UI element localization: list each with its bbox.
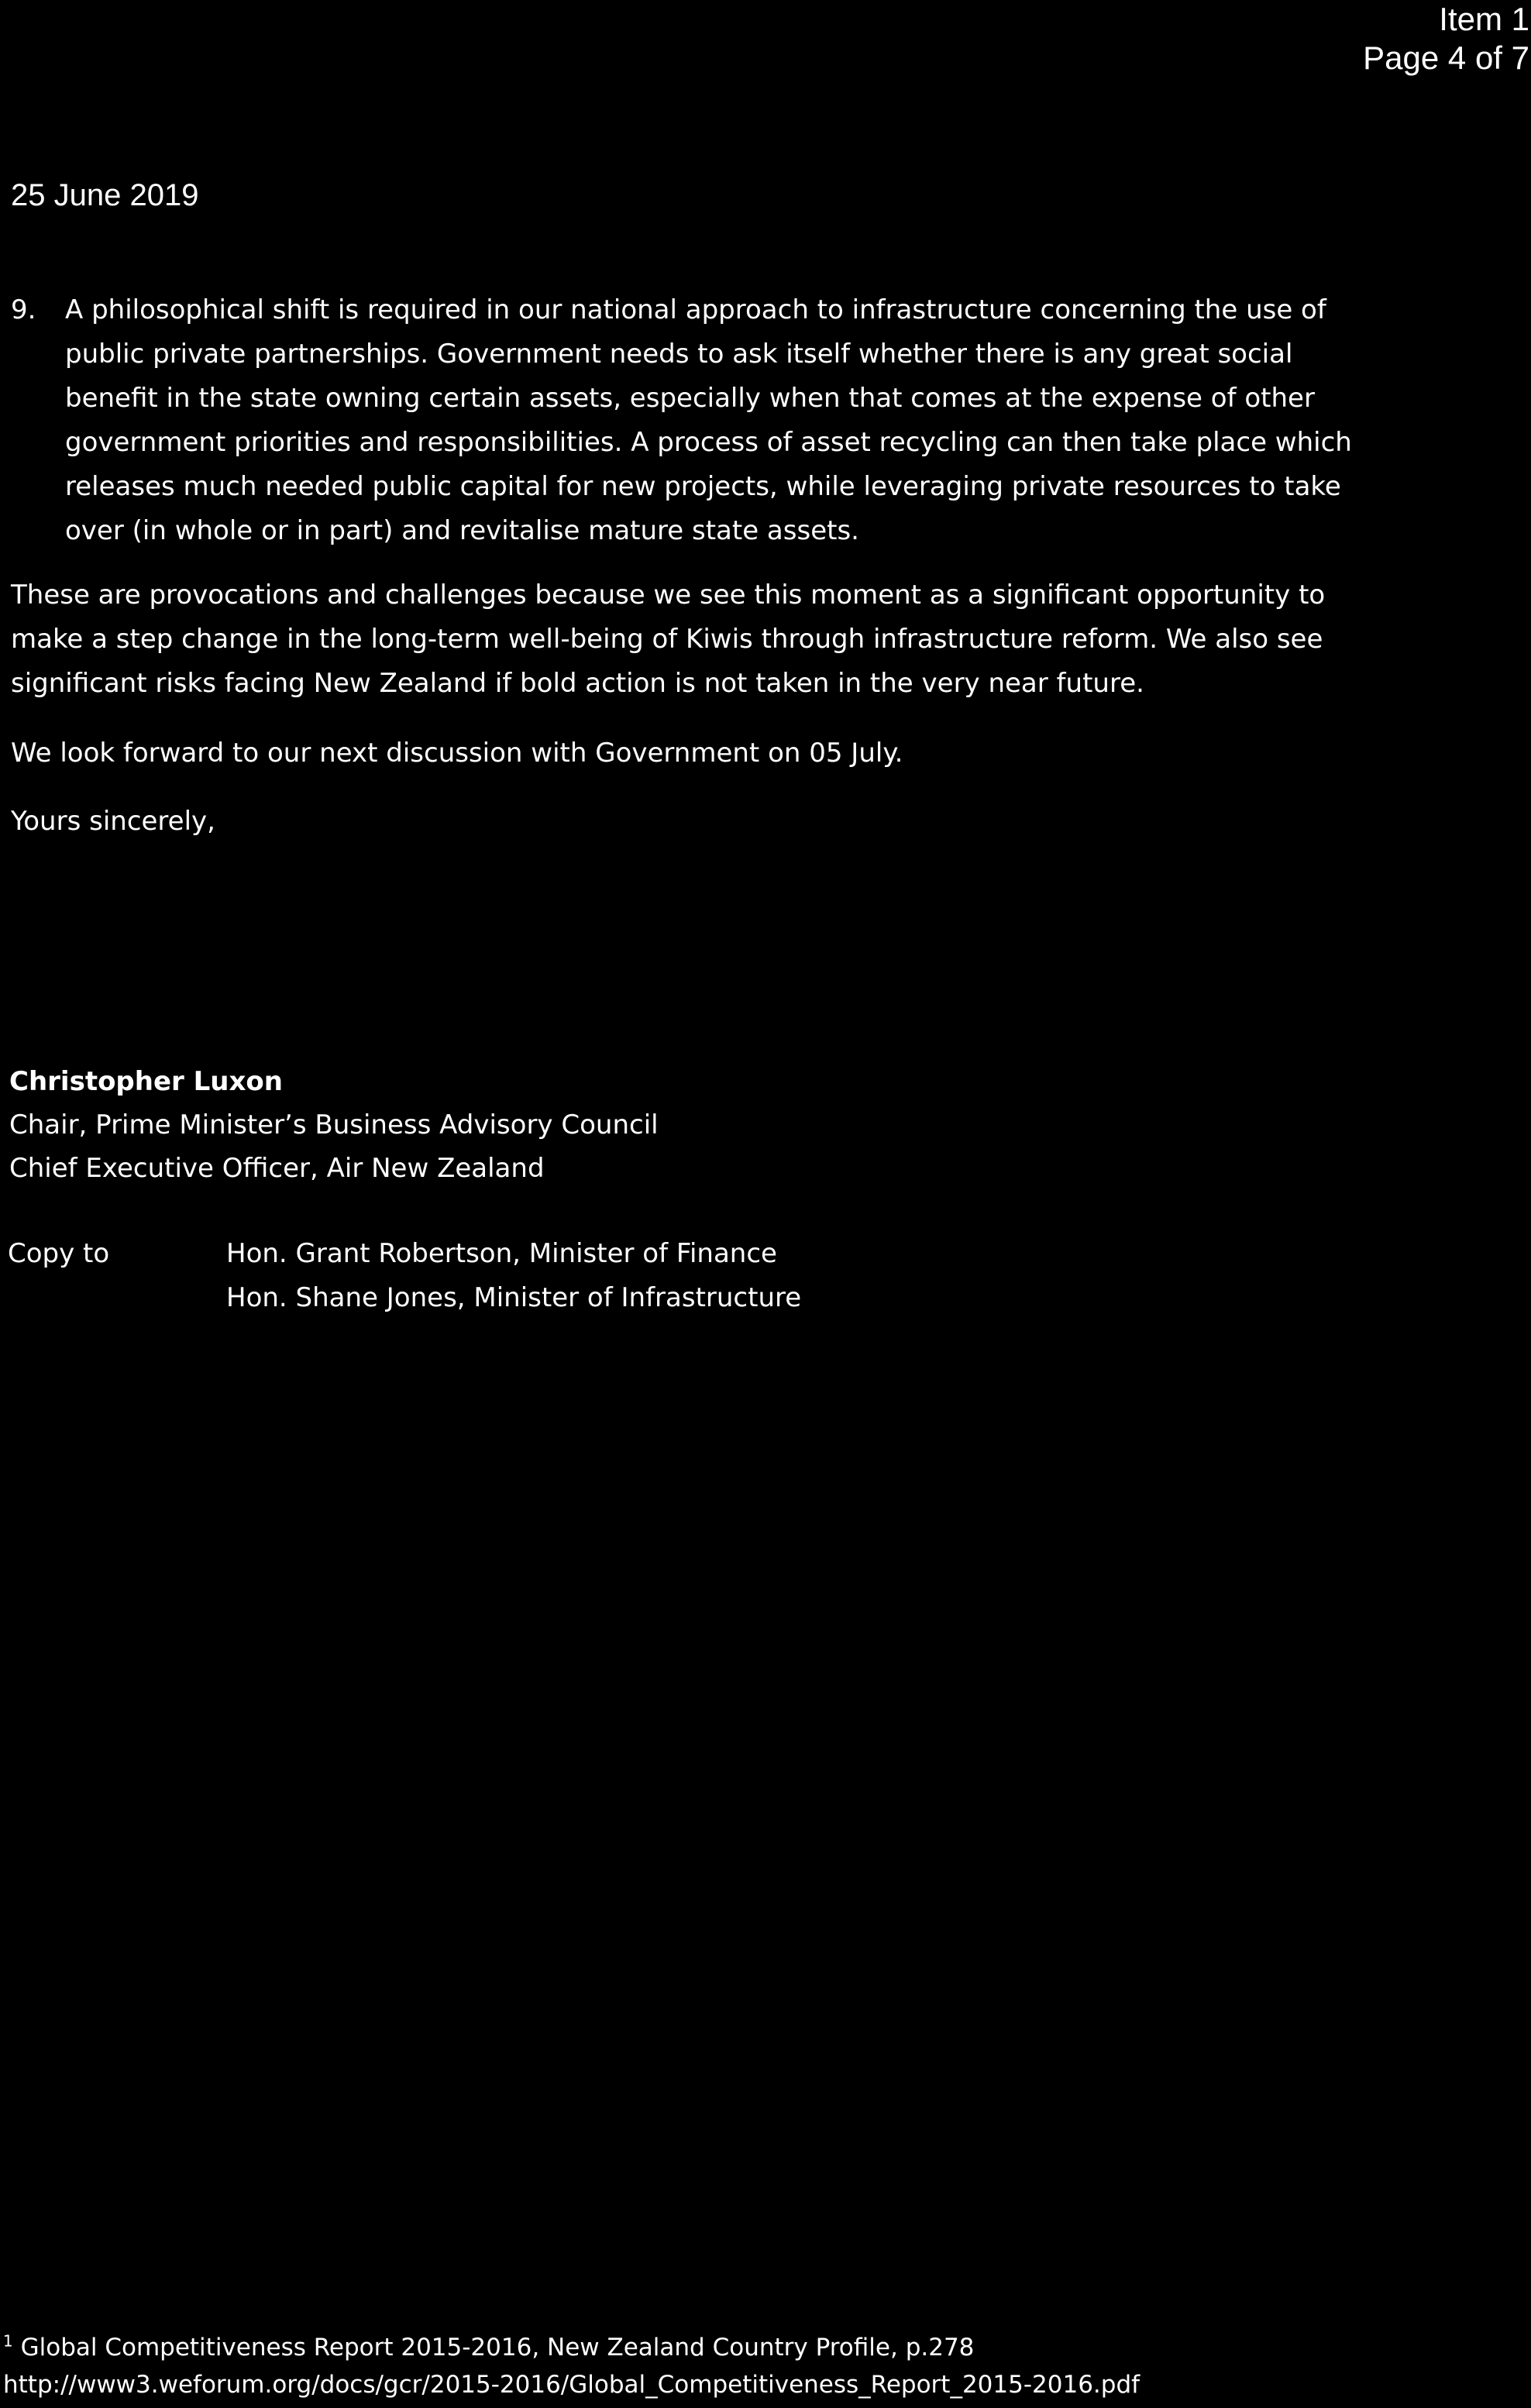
copy-to-recipients (226, 1232, 801, 1320)
page-header (1363, 0, 1529, 77)
signature-block (9, 1060, 659, 1190)
signer-name: Christopher Luxon (9, 1066, 283, 1097)
copy-recipient: Hon. Grant Robertson, Minister of Finance (226, 1238, 777, 1269)
signer-title-chair: Chair, Prime Minister’s Business Advisory Council (9, 1109, 659, 1140)
paragraph-provocations: These are provocations and challenges because we see this moment as a significant opportunity to make a step change in the long-term well-being of Kiwis through infrastructure reform. We also see significant risks facing New Zealand if bold action is not taken in the very near future. (11, 580, 1326, 699)
signer-title-ceo: Chief Executive Officer, Air New Zealand (9, 1153, 545, 1184)
footnote-citation: Global Competitiveness Report 2015-2016, New Zealand Country Profile, p.278 (20, 2334, 975, 2362)
letter-date: 25 June 2019 (11, 178, 199, 212)
footnote-marker: 1 (3, 2331, 13, 2351)
closing-salutation: Yours sincerely, (11, 806, 215, 837)
point-text: A philosophical shift is required in our national approach to infrastructure concerning the use of public private partnerships. Government needs to ask itself whether there is any great social benefit in the state owning certain assets, especially when that comes at the expense of other government priorities and responsibilities. A process of asset recycling can then take place which releases much needed public capital for new projects, while leveraging private resources to take over (in whole or in part) and revitalise mature state assets. (65, 294, 1352, 546)
item-label: Item 1 (1439, 1, 1529, 37)
footnote-url: http://www3.weforum.org/docs/gcr/2015-2016/Global_Competitiveness_Report_2015-2016.pdf (3, 2371, 1141, 2399)
copy-to-block (8, 1232, 801, 1320)
point-number: 9. (11, 294, 36, 325)
footnote-line-1 (3, 2329, 1522, 2366)
numbered-point-9 (11, 288, 1390, 553)
page-number: Page 4 of 7 (1363, 40, 1529, 76)
paragraph-look-forward: We look forward to our next discussion with Government on 05 July. (11, 738, 903, 769)
copy-recipient: Hon. Shane Jones, Minister of Infrastructure (226, 1282, 802, 1313)
copy-to-label: Copy to (8, 1238, 110, 1269)
footnote (3, 2329, 1522, 2403)
